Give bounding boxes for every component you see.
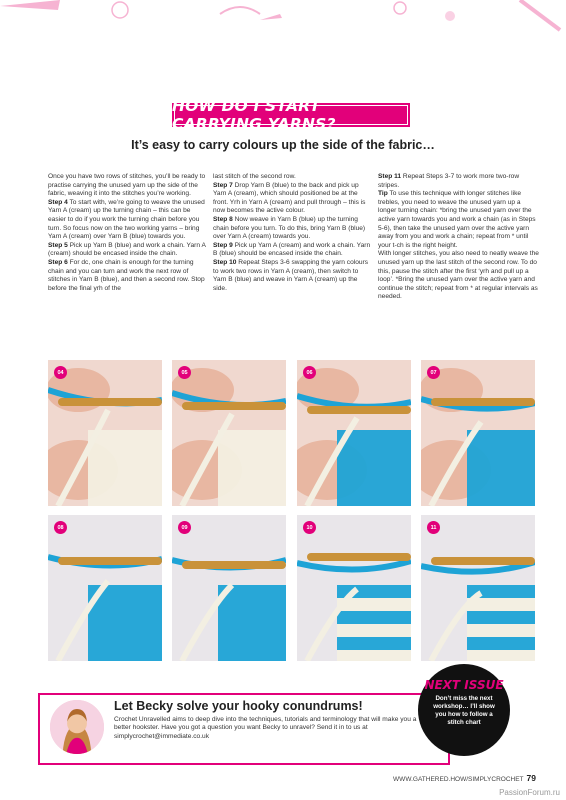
page-footer bbox=[393, 773, 536, 783]
step-photo bbox=[172, 515, 286, 661]
step-label: Step 9 bbox=[213, 241, 233, 249]
watermark-text: PassionForum.ru bbox=[499, 788, 560, 797]
paragraph bbox=[378, 190, 540, 250]
step-photo bbox=[297, 360, 411, 506]
paragraph bbox=[213, 182, 371, 216]
promo-title: Let Becky solve your hooky conundrums! bbox=[114, 699, 363, 713]
page-title: HOW DO I START CARRYING YARNS? bbox=[172, 103, 410, 127]
step-label: Step 5 bbox=[48, 241, 68, 249]
footer-url: WWW.GATHERED.HOW/SIMPLYCROCHET bbox=[393, 776, 524, 783]
craft-decoration-strip bbox=[0, 0, 566, 48]
photo-number-badge: 07 bbox=[427, 366, 440, 379]
paragraph bbox=[48, 242, 206, 259]
text-column-3 bbox=[378, 173, 540, 302]
paragraph-text: Pick up Yarn B (blue) and work a chain. Yarn A (cream) should be encased inside the chain. bbox=[48, 241, 206, 258]
paragraph bbox=[213, 259, 371, 293]
step-label: Tip bbox=[378, 190, 388, 198]
paragraph bbox=[378, 173, 540, 190]
photo-number-badge: 04 bbox=[54, 366, 67, 379]
step-label: Step 7 bbox=[213, 181, 233, 189]
photo-number-badge: 10 bbox=[303, 521, 316, 534]
paragraph-text: With longer stitches, you also need to neatly weave the unused yarn up the last stitch of the second row. To do this, pause the stitch after the first ‘yrh and pull up a loop’. *Bring the unused yarn over the active yarn and continue the stitch; repeat from * at regular intervals as needed. bbox=[378, 250, 539, 301]
step-photo bbox=[48, 360, 162, 506]
paragraph bbox=[213, 173, 371, 182]
step-label: Step 4 bbox=[48, 198, 68, 206]
paragraph-text: For dc, one chain is enough for the turning chain and you can turn and work the next row of stitches in Yarn B (blue), and then a second row. Stop before the final yrh of the bbox=[48, 258, 205, 292]
step-label: Step 6 bbox=[48, 258, 68, 266]
paragraph-text: Now weave in Yarn B (blue) up the turning chain before you turn. To do this, bring Yarn B (blue) over Yarn A (cream) towards you. bbox=[213, 215, 366, 241]
step-photo bbox=[172, 360, 286, 506]
paragraph bbox=[48, 259, 206, 293]
page-subtitle: It’s easy to carry colours up the side of the fabric… bbox=[131, 138, 435, 152]
becky-avatar bbox=[48, 698, 106, 756]
text-column-2 bbox=[213, 173, 371, 293]
paragraph bbox=[213, 216, 371, 242]
paragraph-text: Pick up Yarn A (cream) and work a chain. Yarn B (blue) should be encased inside the chain. bbox=[213, 241, 371, 258]
paragraph-text: To use this technique with longer stitches like trebles, you need to weave the unused yarn up a longer turning chain: *bring the unused yarn over the active yarn towards you and work a chain (as in Steps 5-6), then take the unused yarn over the active yarn away from you and work a chain; repeat from * until your t-ch is the right height. bbox=[378, 190, 536, 249]
step-photo bbox=[297, 515, 411, 661]
photo-number-badge: 05 bbox=[178, 366, 191, 379]
paragraph-text: Drop Yarn B (blue) to the back and pick up Yarn A (cream), which should positioned be at the front. Yrh in Yarn A (cream) and pull through – this is now becomes the active colour. bbox=[213, 181, 366, 215]
page-number: 79 bbox=[526, 773, 536, 783]
paragraph-text: To start with, we’re going to weave the unused Yarn A (cream) up the turning chain – this can be easier to do if you work the turning chain before you turn. So focus now on the two working yarns – bring Yarn A (cream) over Yarn B (blue) towards you. bbox=[48, 198, 205, 241]
step-photo bbox=[421, 360, 535, 506]
text-column-1 bbox=[48, 173, 206, 293]
photo-number-badge: 06 bbox=[303, 366, 316, 379]
paragraph-text: Repeat Steps 3-7 to work more two-row stripes. bbox=[378, 173, 520, 189]
promo-text: Crochet Unravelled aims to deep dive into the techniques, tutorials and terminology that will make you a better hookster. Have you got a question you want Becky to unravel? Send it in to us at simplycrochet@immediate.co.uk bbox=[114, 716, 417, 740]
paragraph bbox=[378, 250, 540, 302]
step-label: Step 11 bbox=[378, 173, 402, 180]
paragraph bbox=[48, 199, 206, 242]
next-issue-text: Don’t miss the next workshop… I’ll show you how to follow a stitch chart bbox=[433, 695, 495, 726]
paragraph bbox=[213, 242, 371, 259]
paragraph bbox=[48, 173, 206, 199]
paragraph-text: last stitch of the second row. bbox=[213, 173, 296, 180]
step-label: Step 8 bbox=[213, 215, 233, 223]
next-issue-badge bbox=[418, 664, 510, 756]
photo-number-badge: 09 bbox=[178, 521, 191, 534]
photo-number-badge: 08 bbox=[54, 521, 67, 534]
step-label: Step 10 bbox=[213, 258, 237, 266]
next-issue-title: NEXT ISSUE bbox=[424, 678, 504, 692]
paragraph-text: Once you have two rows of stitches, you’ll be ready to practise carrying the unused yarn up the side of the fabric, weaving it into the stitches you’re working. bbox=[48, 173, 206, 198]
step-photo bbox=[421, 515, 535, 661]
paragraph-text: Repeat Steps 3-6 swapping the yarn colours to work two rows in Yarn A (cream), then switch to Yarn B (blue) and weave in Yarn A (cream) up the side. bbox=[213, 258, 369, 292]
photo-number-badge: 11 bbox=[427, 521, 440, 534]
step-photo bbox=[48, 515, 162, 661]
